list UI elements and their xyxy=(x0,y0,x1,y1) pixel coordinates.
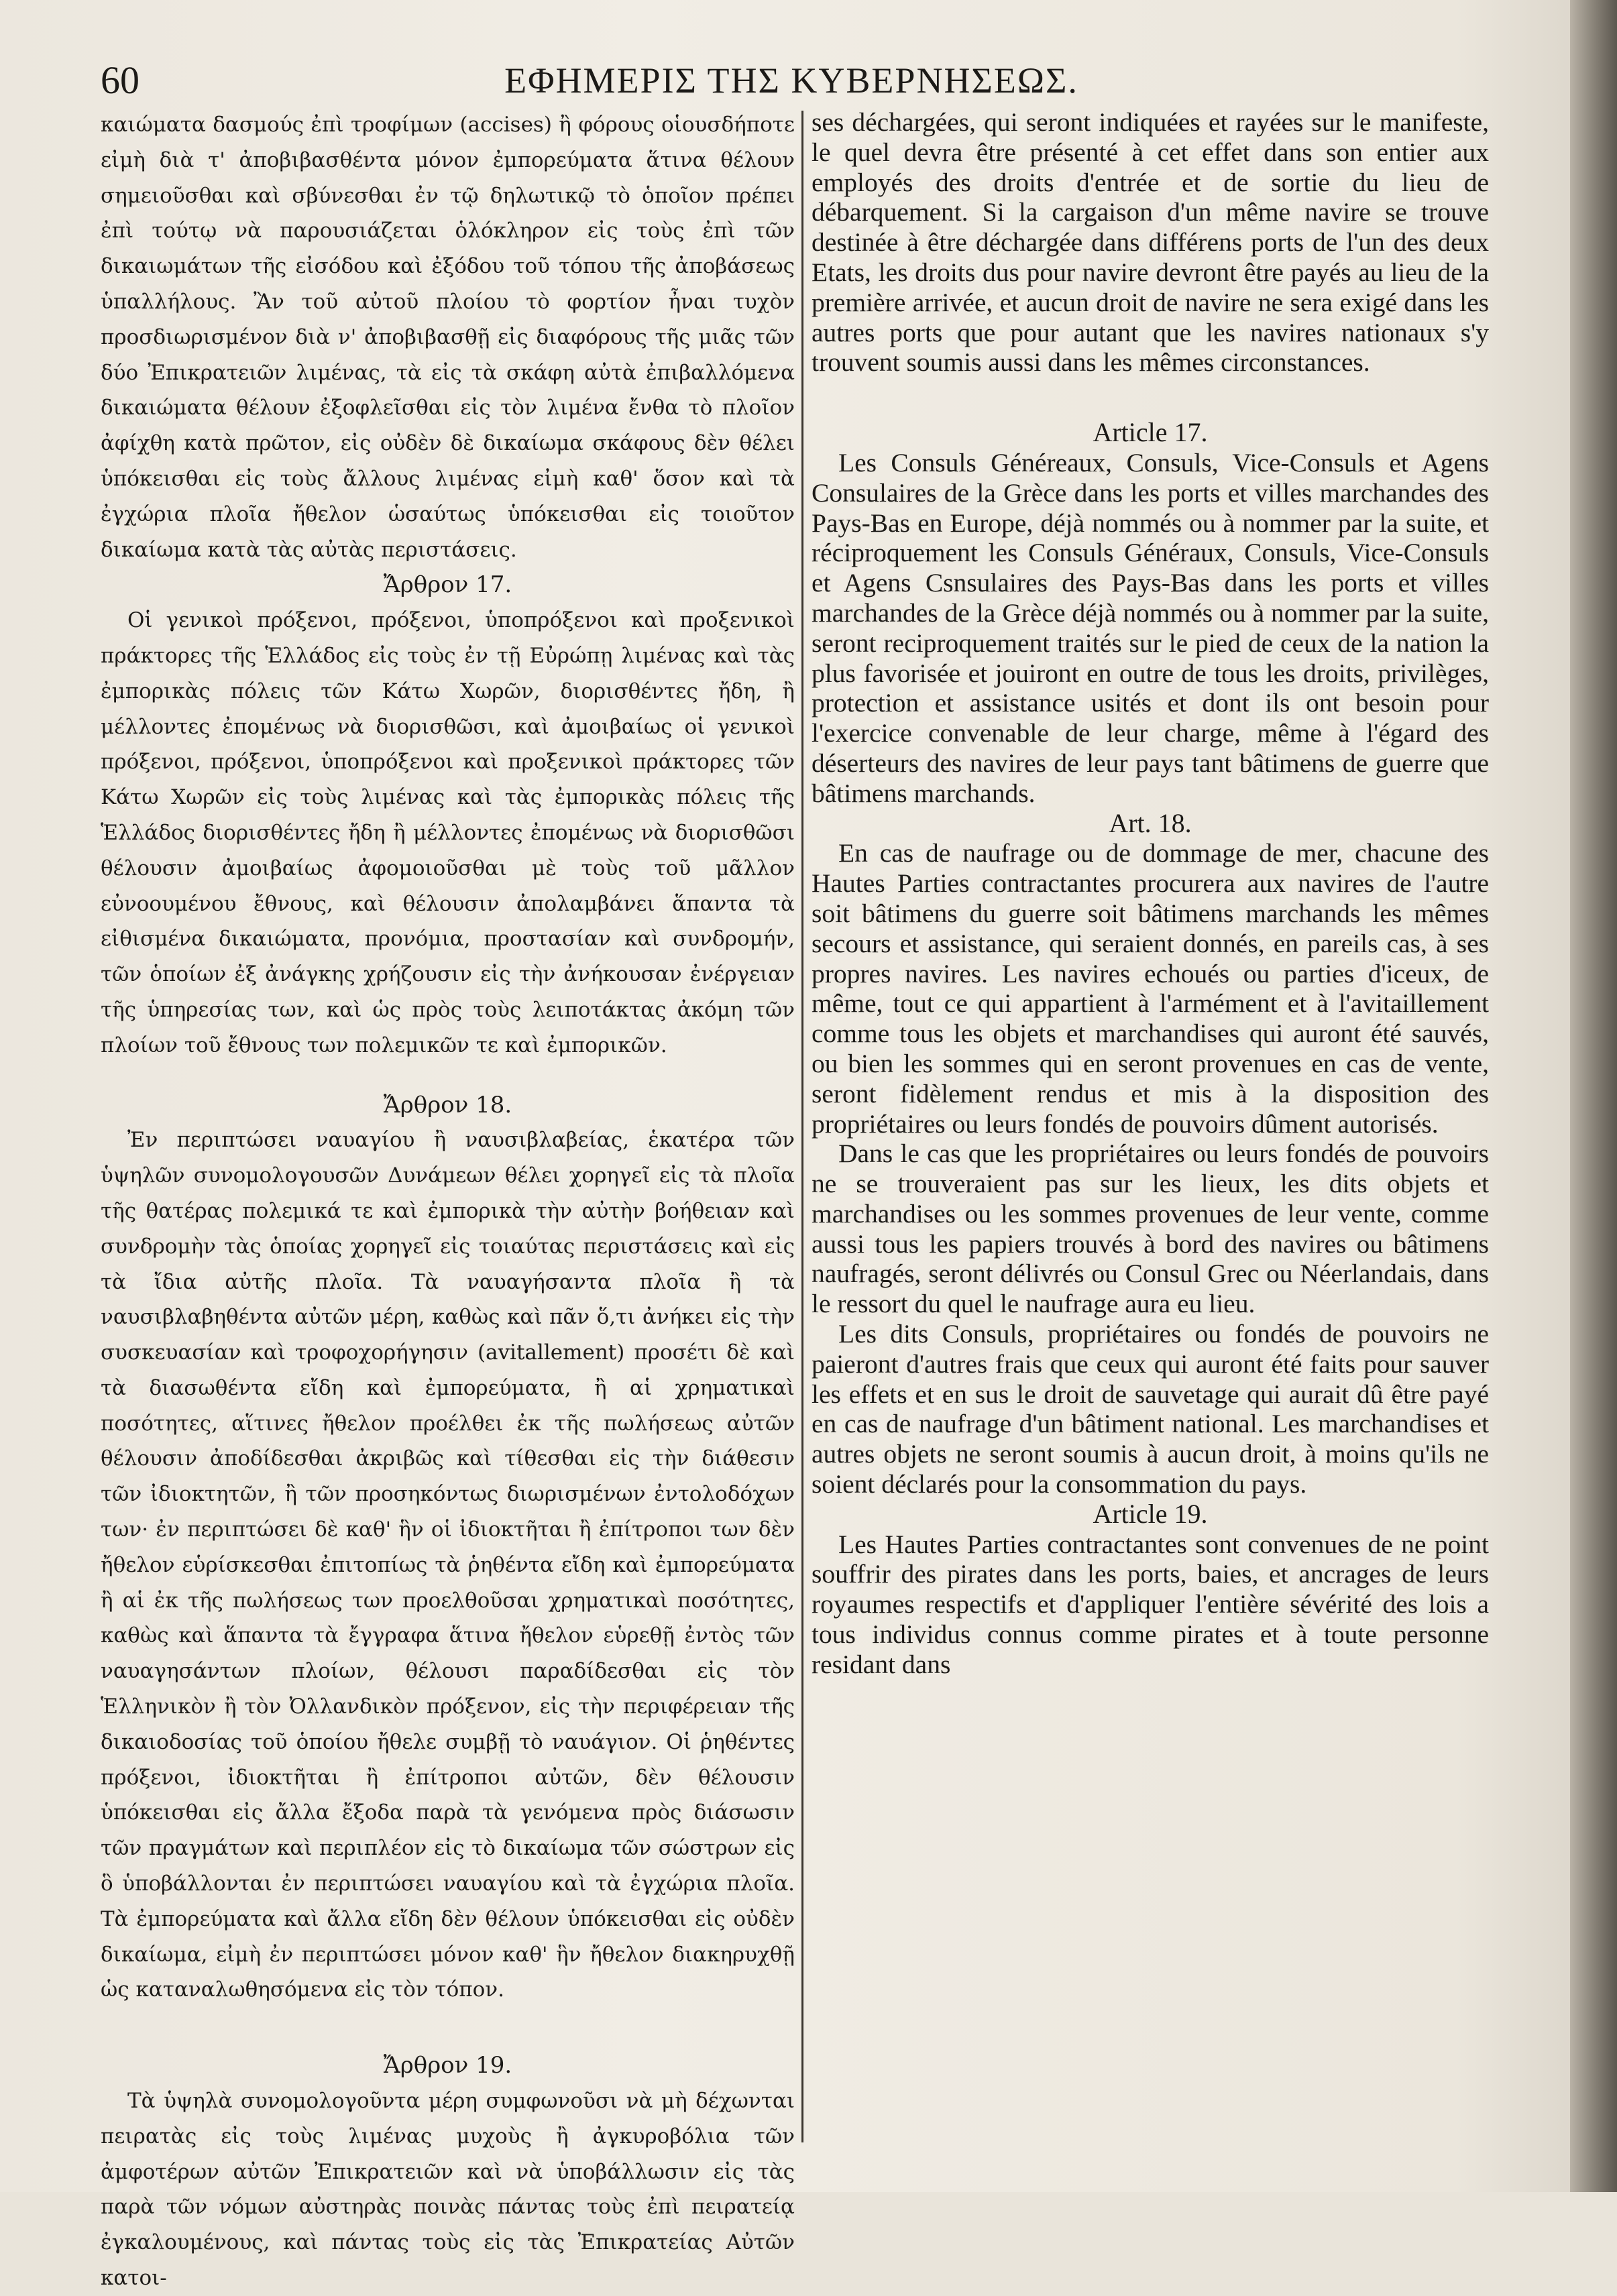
french-article-18-text-b: Dans le cas que les propriétaires ou leurs fondés de pouvoirs ne se trouveraient pas sur les lieux, les dits objets et marchandises ou les sommes provenues de leur vente, comme aussi tous les papiers trouvés à bord des navires ou bâtimens naufragés, seront délivrés ou Consul Grec ou Néerlandais, dans le ressort du quel le naufrage aura eu lieu. xyxy=(812,1139,1489,1319)
french-article-17-text: Les Consuls Généreaux, Consuls, Vice-Consuls et Agens Consulaires de la Grèce dans les ports et villes marchandes des Pays-Bas en Europe, déjà nommés ou à nommer par la suite, et réciproquement les Consuls Généraux, Consuls, Vice-Consuls et Agens Csnsulaires des Pays-Bas dans les ports et villes marchandes de la Grèce déjà nommés ou à nommer par la suite, seront reciproquement traités sur le pied de ceux de la nation la plus favorisée et jouiront en outre de tous les droits, privilèges, protection et assistance usités et dont ils ont besoin pour l'exercice convenable de leur charge, même à l'égard des déserteurs des navires de leur pays tant bâtimens de guerre que bâtimens marchands. xyxy=(812,447,1489,808)
greek-paragraph-intro: καιώματα δασμούς ἐπὶ τροφίμων (accises) ἢ φόρους οἱουσδήποτε εἰμὴ διὰ τ' ἀποβιβασθέντα μόνον ἐμπορεύματα ἅτινα θέλουν σημειοῦσθαι καὶ σβύνεσθαι ἐν τῷ δηλωτικῷ τὸ ὁποῖον πρέπει ἐπὶ τούτῳ νὰ παρουσιάζεται ὁλόκληρον εἰς τοὺς ἐπὶ τῶν δικαιωμάτων τῆς εἰσόδου καὶ ἐξόδου τοῦ τόπου τῆς ἀποβάσεως ὑπαλλήλους. Ἂν τοῦ αὐτοῦ πλοίου τὸ φορτίον ἦναι τυχὸν προσδιωρισμένον διὰ ν' ἀποβιβασθῇ εἰς διαφόρους τῆς μιᾶς τῶν δύο Ἐπικρατειῶν λιμένας, τὰ εἰς τὰ σκάφη αὐτὰ ἐπιβαλλόμενα δικαιώματα θέλουν ἐξοφλεῖσθαι εἰς τὸν λιμένα ἔνθα τὸ πλοῖον ἀφίχθη κατὰ πρῶτον, εἰς οὐδὲν δὲ δικαίωμα σκάφους δὲν θέλει ὑπόκεισθαι εἰς τοὺς ἄλλους λιμένας εἰμὴ καθ' ὅσον καὶ τὰ ἐγχώρια πλοῖα ἤθελον ὡσαύτως ὑπόκεισθαι εἰς τοιοῦτον δικαίωμα κατὰ τὰς αὐτὰς περιστάσεις. xyxy=(101,113,795,562)
greek-article-19-text: Τὰ ὑψηλὰ συνομολογοῦντα μέρη συμφωνοῦσι νὰ μὴ δέχωνται πειρατὰς εἰς τοὺς λιμένας μυχοὺς ἢ ἀγκυροβόλια τῶν ἀμφοτέρων αὐτῶν Ἐπικρατειῶν καὶ νὰ ὑποβάλλωσιν εἰς τὰς παρὰ τῶν νόμων αὐστηρὰς ποινὰς πάντας τοὺς ἐπὶ πειρατείᾳ ἐγκαλουμένους, καὶ πάντας τοὺς εἰς τὰς Ἐπικρατείας Αὐτῶν κατοι- xyxy=(101,2089,795,2291)
greek-column xyxy=(101,107,795,2291)
french-article-18-heading: Art. 18. xyxy=(1109,807,1192,838)
greek-article-17-heading: Ἄρθρον 17. xyxy=(383,571,512,599)
page-binding-edge xyxy=(1570,0,1617,2192)
greek-article-18-heading: Ἄρθρον 18. xyxy=(383,1091,512,1118)
french-article-18-text-a: En cas de naufrage ou de dommage de mer, chacune des Hautes Parties contractantes procurera aux navires de l'autre soit bâtimens du guerre soit bâtimens marchands les mêmes secours et assistance, qui seraient donnés, en pareils cas, à ses propres navires. Les navires echoués ou parties d'iceux, de même, tout ce qui appartient à l'armément et à l'avitaillement comme tous les objets et marchandises qui auront été sauvés, ou bien les sommes qui en seront provenues en cas de vente, seront fidèlement rendus et mis à la disposition des propriétaires ou leurs fondés de pouvoirs dûment autorisés. xyxy=(812,838,1489,1139)
journal-title: ΕΦΗΜΕΡΙΣ ΤΗΣ ΚΥΒΕΡΝΗΣΕΩΣ. xyxy=(504,60,1078,101)
greek-article-18-text: Ἐν περιπτώσει ναυαγίου ἢ ναυσιβλαβείας, ἑκατέρα τῶν ὑψηλῶν συνομολογουσῶν Δυνάμεων θέλει χορηγεῖ εἰς τὰ πλοῖα τῆς θατέρας πολεμικά τε καὶ ἐμπορικὰ τὴν αὐτὴν βοήθειαν καὶ συνδρομὴν τὰς ὁποίας χορηγεῖ εἰς τοιαύτας περιστάσεις καὶ εἰς τὰ ἴδια αὐτῆς πλοῖα. Τὰ ναυαγήσαντα πλοῖα ἢ τὰ ναυσιβλαβηθέντα αὐτῶν μέρη, καθὼς καὶ πᾶν ὅ,τι ἀνήκει εἰς τὴν συσκευασίαν καὶ τροφοχορήγησιν (avitallement) προσέτι δὲ καὶ τὰ διασωθέντα εἴδη καὶ ἐμπορεύματα, ἢ αἱ χρηματικαὶ ποσότητες, αἵτινες ἤθελον προέλθει ἐκ τῆς πωλήσεως αὐτῶν θέλουσιν ἀποδίδεσθαι ἀκριβῶς καὶ τίθεσθαι εἰς τὴν διάθεσιν τῶν ἰδιοκτητῶν, ἢ τῶν προσηκόντως διωρισμένων ἐντολοδόχων των· ἐν περιπτώσει δὲ καθ' ἣν οἱ ἰδιοκτῆται ἢ ἐπίτροποι των δὲν ἤθελον εὑρίσκεσθαι ἐπιτοπίως τὰ ῥηθέντα εἴδη καὶ ἐμπορεύματα ἢ αἱ ἐκ τῆς πωλήσεως των προελθοῦσαι χρηματικαὶ ποσότητες, καθὼς καὶ ἅπαντα τὰ ἔγγραφα ἅτινα ἤθελον εὑρεθῇ ἐντὸς τῶν ναυαγησάντων πλοίων, θέλουσι παραδίδεσθαι εἰς τὸν Ἑλληνικὸν ἢ τὸν Ὀλλανδικὸν πρόξενον, εἰς τὴν περιφέρειαν τῆς δικαιοδοσίας τοῦ ὁποίου ἤθελε συμβῇ τὸ ναυάγιον. Οἱ ῥηθέντες πρόξενοι, ἰδιοκτῆται ἢ ἐπίτροποι αὐτῶν, δὲν θέλουσιν ὑπόκεισθαι εἰς ἄλλα ἔξοδα παρὰ τὰ γενόμενα πρὸς διάσωσιν τῶν πραγμάτων καὶ περιπλέον εἰς τὸ δικαίωμα τῶν σώστρων εἰς ὃ ὑποβάλλονται ἐν περιπτώσει ναυαγίου καὶ τὰ ἐγχώρια πλοῖα. Τὰ ἐμπορεύματα καὶ ἄλλα εἴδη δὲν θέλουν ὑπόκεισθαι εἰς οὐδὲν δικαίωμα, εἰμὴ ἐν περιπτώσει μόνον καθ' ἣν ἤθελον διακηρυχθῇ ὡς καταναλωθησόμενα εἰς τὸν τόπον. xyxy=(101,1128,795,2002)
french-paragraph-intro: ses déchargées, qui seront indiquées et rayées sur le manifeste, le quel devra être présenté à cet effet dans son entier aux employés des droits d'entrée et de sortie du lieu de débarquement. Si la cargaison d'un même navire se trouve destinée à être déchargée dans différens ports de l'un des deux Etats, les droits dus pour navire devront être payés au lieu de la première arrivée, et aucun droit de navire ne sera exigé dans les autres ports que pour autant que les navires nationaux s'y trouvent soumis aussi dans les mêmes circonstances. xyxy=(812,107,1489,378)
french-article-19-text: Les Hautes Parties contractantes sont convenues de ne point souffrir des pirates dans les ports, baies, et ancrages de leurs royaumes respectifs et d'appliquer l'entière sévérité des lois a tous individus connus comme pirates et à toute personne residant dans xyxy=(812,1529,1489,1679)
french-article-17-heading: Article 17. xyxy=(1093,417,1208,448)
french-article-19-heading: Article 19. xyxy=(1093,1498,1208,1529)
page-number: 60 xyxy=(101,58,140,102)
greek-article-17-text: Οἱ γενικοὶ πρόξενοι, πρόξενοι, ὑποπρόξενοι καὶ προξενικοὶ πράκτορες τῆς Ἑλλάδος εἰς τοὺς ἐν τῇ Εὐρώπῃ λιμένας καὶ τὰς ἐμπορικὰς πόλεις τῶν Κάτω Χωρῶν, διορισθέντες ἤδη, ἢ μέλλοντες ἐπομένως νὰ διορισθῶσι, καὶ ἀμοιβαίως οἱ γενικοὶ πρόξενοι, πρόξενοι, ὑποπρόξενοι καὶ προξενικοὶ πράκτορες τῶν Κάτω Χωρῶν εἰς τοὺς λιμένας καὶ τὰς ἐμπορικὰς πόλεις τῆς Ἑλλάδος διορισθέντες ἤδη ἢ μέλλοντες ἐπομένως νὰ διορισθῶσι θέλουσιν ἀμοιβαίως ἀφομοιοῦσθαι μὲ τοὺς τοῦ μᾶλλον εὐνοουμένου ἔθνους, καὶ θέλουσιν ἀπολαμβάνει ἅπαντα τὰ εἰθισμένα δικαιώματα, προνόμια, προστασίαν καὶ συνδρομήν, τῶν ὁποίων ἐξ ἀνάγκης χρήζουσιν εἰς τὴν ἀνήκουσαν ἐνέργειαν τῆς ὑπηρεσίας των, καὶ ὡς πρὸς τοὺς λειποτάκτας ἀκόμη τῶν πλοίων τοῦ ἔθνους των πολεμικῶν τε καὶ ἐμπορικῶν. xyxy=(101,608,795,1057)
french-column xyxy=(812,107,1489,2146)
french-article-18-text-c: Les dits Consuls, propriétaires ou fondés de pouvoirs ne paieront d'autres frais que ceux qui auront été faits pour sauver les effets et en sus le droit de sauvetage qui aurait dû être payé en cas de naufrage d'un bâtiment national. Les marchandises et autres objets ne seront soumis à aucun droit, à moins qu'ils ne soient déclarés pour la consommation du pays. xyxy=(812,1319,1489,1499)
page-header xyxy=(101,47,1482,114)
column-divider xyxy=(801,111,803,2142)
greek-article-19-heading: Ἄρθρον 19. xyxy=(383,2052,512,2079)
